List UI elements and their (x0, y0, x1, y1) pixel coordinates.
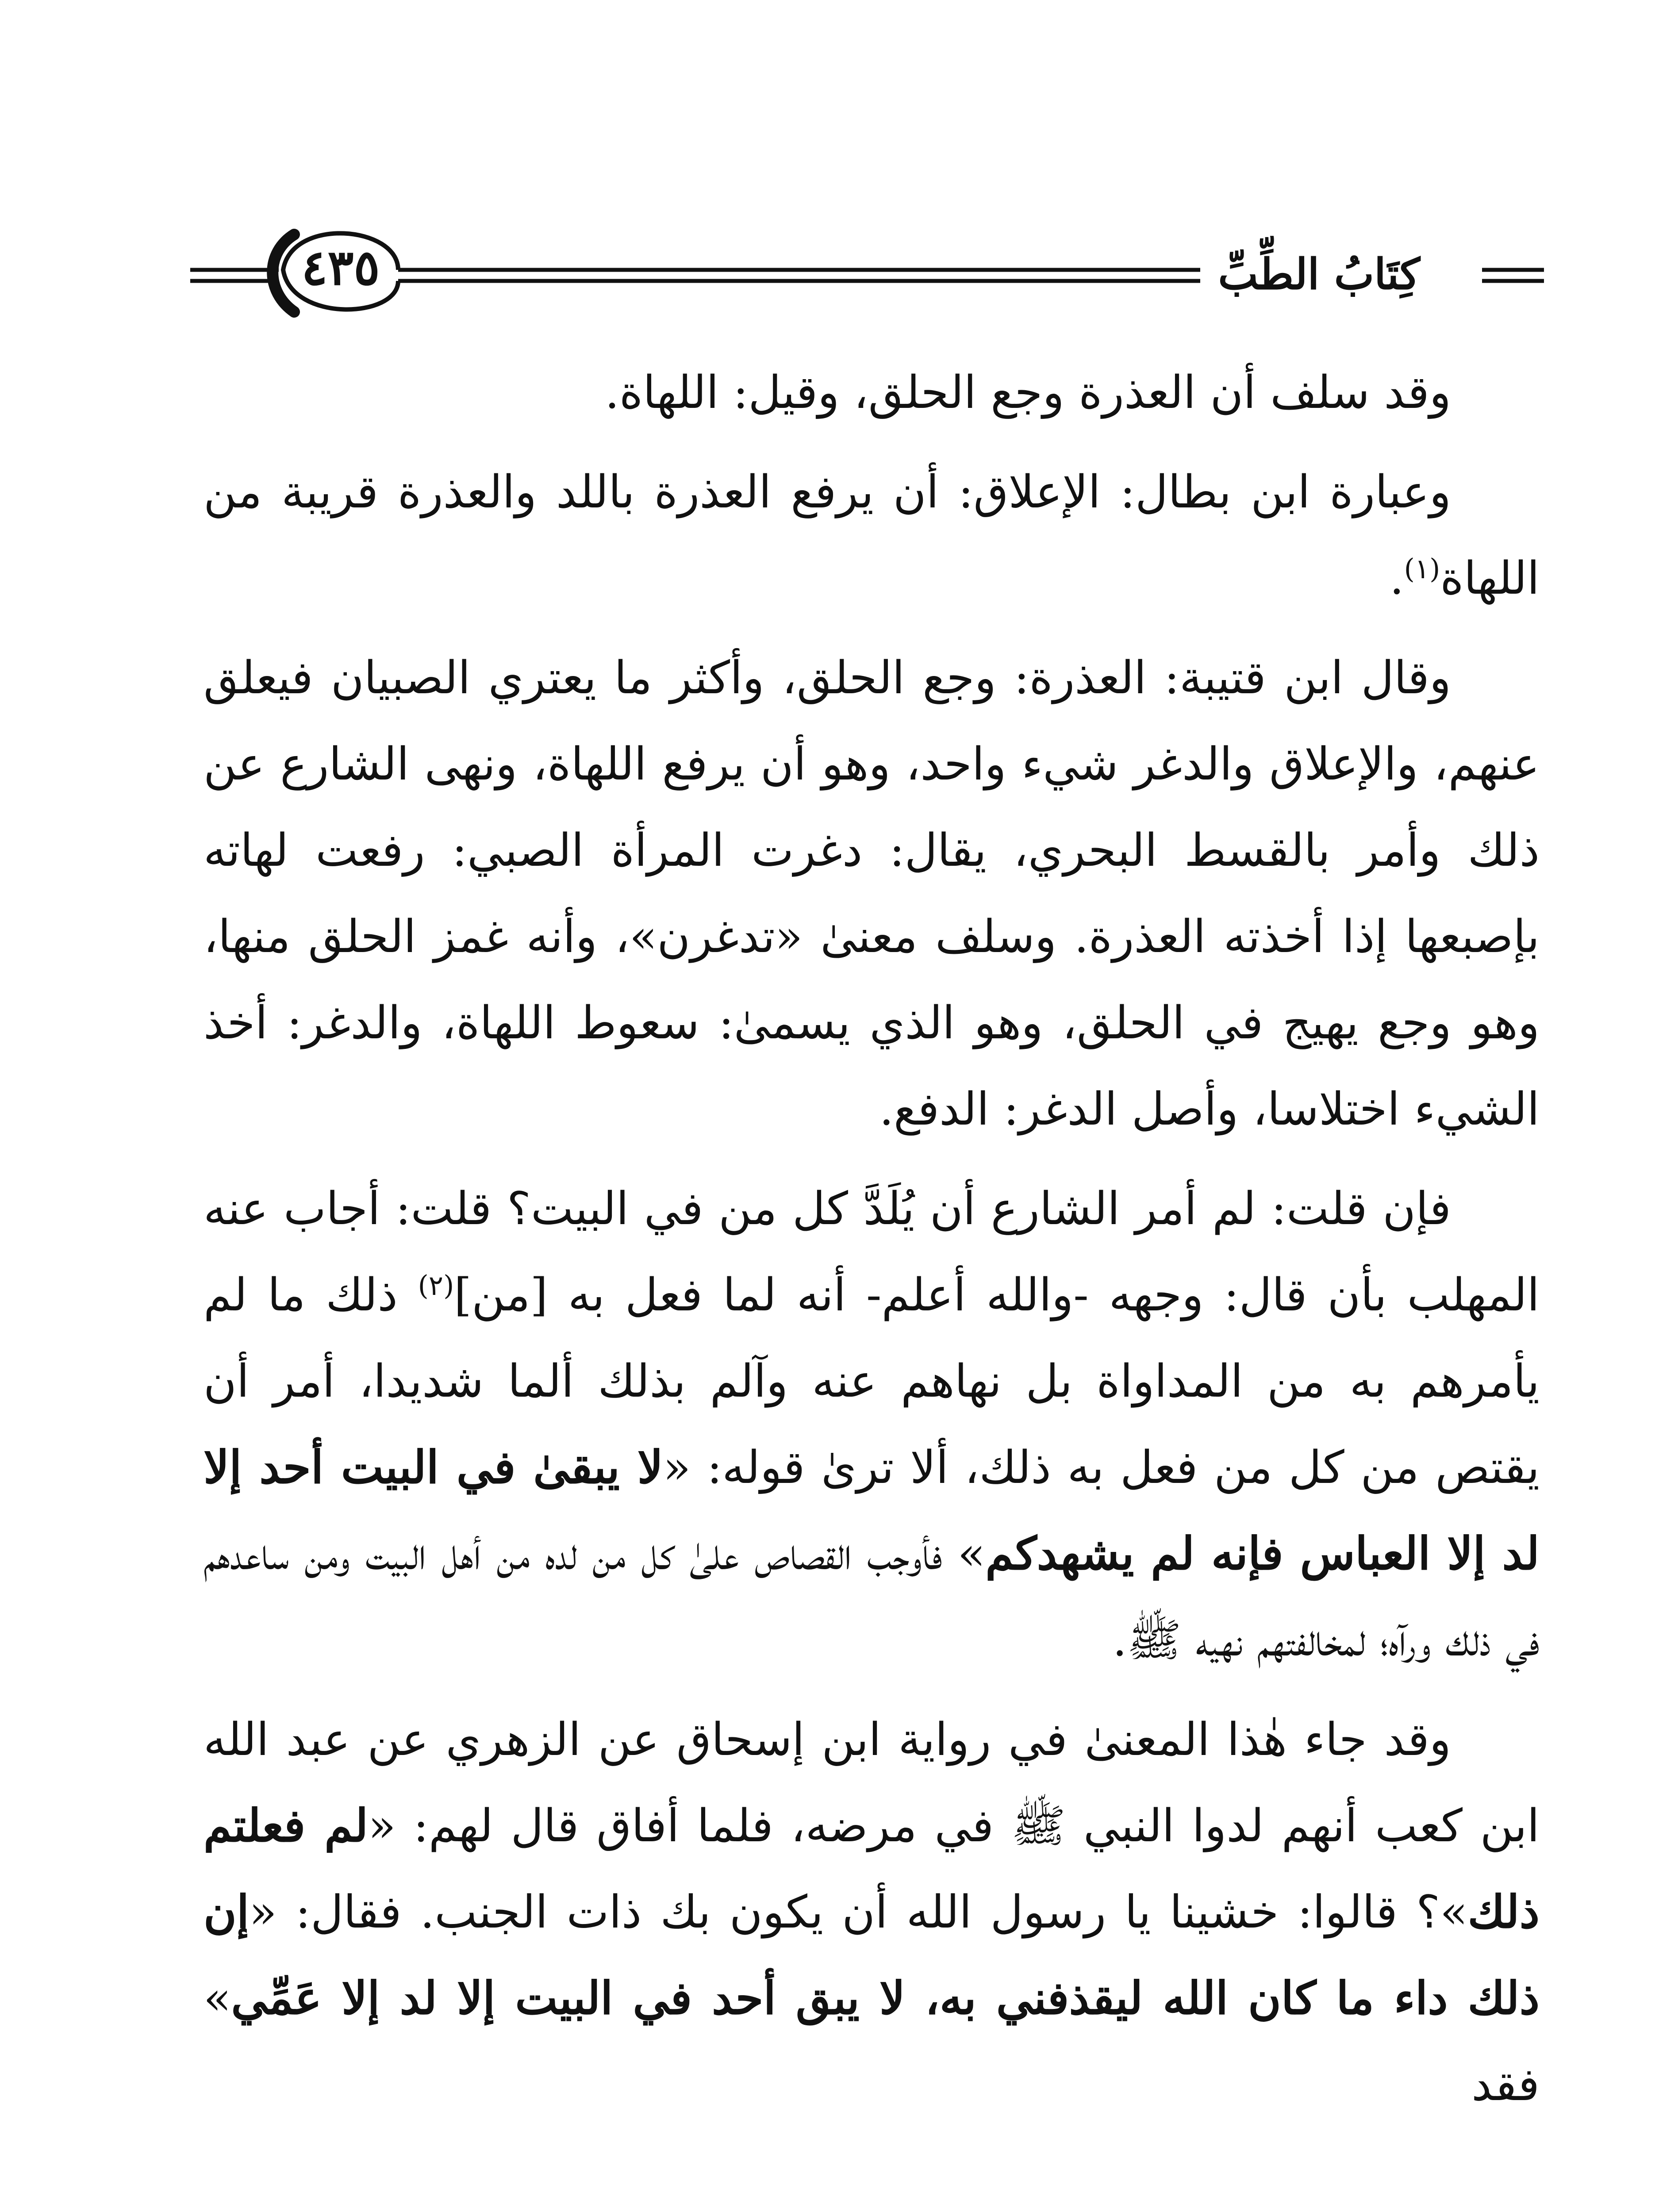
paragraph-5-text-a: وقد جاء هٰذا المعنىٰ في رواية ابن إسحاق عن الزهري عن عبد الله ابن كعب أنهم لدوا النبي ﷺ في مرضه، فلما أفاق قال لهم: « (204, 1713, 1540, 1852)
footnote-ref-2[interactable]: (٢) (418, 1269, 454, 1302)
page-number: ٤٣٥ (301, 239, 380, 296)
paragraph-2-end: . (1390, 552, 1404, 605)
paragraph-1 (204, 349, 1540, 436)
hadith-quote-3: إن ذلك داء ما كان الله ليقذفني به، لا يبق أحد في البيت إلا لد إلا عَمِّي (204, 1886, 1540, 2025)
hadith-quote-1: لا يبقىٰ في البيت أحد إلا لد إلا العباس فإنه لم يشهدكم (204, 1441, 1540, 1580)
main-text (204, 349, 1540, 2141)
paragraph-2-text: وعبارة ابن بطال: الإعلاق: أن يرفع العذرة باللد والعذرة قريبة من اللهاة (204, 466, 1540, 605)
paragraph-5 (204, 1697, 1540, 2128)
paragraph-4-text-a: فإن قلت: لم أمر الشارع أن يُلَدَّ كل من في البيت؟ قلت: أجاب عنه المهلب بأن قال: وجهه -والله أعلم- أنه لما فعل به [من] (204, 1183, 1540, 1321)
running-header (190, 208, 1544, 341)
hadith-quote-2: لم فعلتم ذلك (204, 1799, 1540, 1939)
paragraph-4-text-b: ذلك ما لم يأمرهم به من المداواة بل نهاهم عنه وآلم بذلك ألما شديدا، أمر أن يقتص من كل من فعل به ذلك، ألا ترىٰ قوله: « (204, 1269, 1540, 1494)
paragraph-5-text-c: » فقد (204, 1972, 1540, 2111)
paragraph-5-text-b: »؟ قالوا: خشينا يا رسول الله أن يكون بك ذات الجنب. فقال: « (249, 1886, 1468, 1939)
paragraph-1-text: وقد سلف أن العذرة وجع الحلق، وقيل: اللهاة. (605, 366, 1451, 419)
running-title: كِتَابُ الطِّبِّ (1200, 239, 1438, 310)
paragraph-4 (204, 1166, 1540, 1683)
footnote-ref-1[interactable]: (١) (1404, 553, 1440, 585)
paragraph-4-text-c: » فأوجب القصاص علىٰ كل من لده من أهل البيت ومن ساعدهم في ذلك ورآه؛ لمخالفتهم نهيه ﷺ. (204, 1528, 1540, 1667)
paragraph-3-text: وقال ابن قتيبة: العذرة: وجع الحلق، وأكثر ما يعتري الصبيان فيعلق عنهم، والإعلاق والدغر شيء واحد، وهو أن يرفع اللهاة، ونهى الشارع عن ذلك وأمر بالقسط البحري، يقال: دغرت المرأة الصبي: رفعت لهاته بإصبعها إذا أخذته العذرة. وسلف معنىٰ «تدغرن»، وأنه غمز الحلق منها، وهو وجع يهيج في الحلق، وهو الذي يسمىٰ: سعوط اللهاة، والدغر: أخذ الشيء اختلاسا، وأصل الدغر: الدفع. (204, 652, 1540, 1136)
paragraph-2 (204, 449, 1540, 622)
paragraph-3 (204, 635, 1540, 1152)
